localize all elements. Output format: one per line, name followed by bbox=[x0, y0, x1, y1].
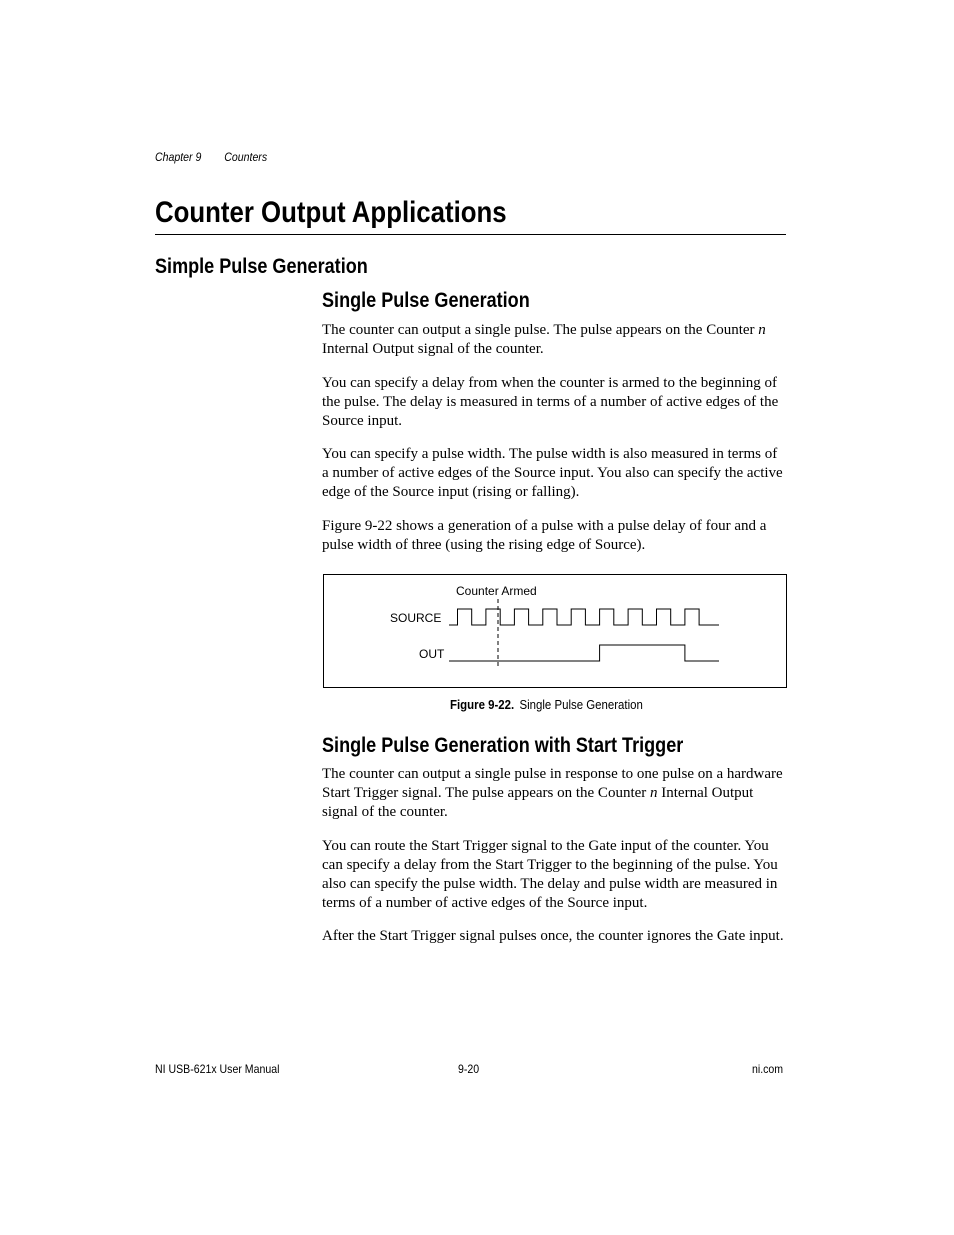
st-p1-text-b: Internal Output signal of the counter. bbox=[322, 785, 754, 820]
out-label: OUT bbox=[419, 647, 445, 661]
st-p1-text-a: The counter can output a single pulse in response to one pulse on a hardware Start Trigger signal. The pulse appears on the Counter bbox=[322, 766, 783, 801]
p1-text-n: n bbox=[758, 322, 766, 338]
st-p1-text-n: n bbox=[650, 785, 658, 801]
start-trigger-p2: You can route the Start Trigger signal to the Gate input of the counter. You can specify a delay from the Start Trigger to the beginning of the pulse. You also can specify the pulse width. The delay and pulse width are measured in terms of a number of active edges of the Source input. bbox=[322, 838, 778, 911]
timing-diagram bbox=[323, 574, 787, 688]
footer-manual: NI USB-621x User Manual bbox=[155, 1062, 280, 1076]
counter-armed-label: Counter Armed bbox=[456, 584, 537, 598]
header-chapter: Chapter 9 bbox=[155, 150, 202, 164]
single-pulse-heading: Single Pulse Generation bbox=[322, 289, 530, 312]
single-pulse-p3: You can specify a pulse width. The pulse width is also measured in terms of a number of active edges of the Source input. You also can specify the active edge of the Source input (rising or falling). bbox=[322, 446, 783, 500]
start-trigger-p1 bbox=[322, 765, 786, 822]
timing-diagram-svg bbox=[324, 575, 786, 687]
source-label: SOURCE bbox=[390, 611, 442, 625]
start-trigger-p3: After the Start Trigger signal pulses once, the counter ignores the Gate input. bbox=[322, 928, 784, 944]
single-pulse-p4: Figure 9-22 shows a generation of a pulse with a pulse delay of four and a pulse width of three (using the rising edge of Source). bbox=[322, 518, 767, 553]
figure-caption bbox=[450, 697, 643, 712]
section-heading: Simple Pulse Generation bbox=[155, 255, 368, 278]
out-waveform bbox=[449, 645, 719, 661]
source-waveform bbox=[449, 609, 719, 625]
footer-page-number: 9-20 bbox=[458, 1062, 480, 1076]
p1-text-b: Internal Output signal of the counter. bbox=[322, 341, 544, 357]
caption-text: Single Pulse Generation bbox=[519, 697, 643, 712]
title-rule bbox=[155, 234, 786, 235]
single-pulse-p2: You can specify a delay from when the counter is armed to the beginning of the pulse. The delay is measured in terms of a number of active edges of the Source input. bbox=[322, 375, 779, 429]
page-title: Counter Output Applications bbox=[155, 196, 507, 229]
single-pulse-p1 bbox=[322, 321, 786, 359]
start-trigger-heading: Single Pulse Generation with Start Trigger bbox=[322, 734, 684, 757]
caption-number: Figure 9-22. bbox=[450, 697, 515, 712]
running-header bbox=[155, 150, 267, 164]
footer-site: ni.com bbox=[752, 1062, 784, 1076]
p1-text-a: The counter can output a single pulse. The pulse appears on the Counter bbox=[322, 322, 759, 338]
header-section: Counters bbox=[224, 150, 268, 164]
